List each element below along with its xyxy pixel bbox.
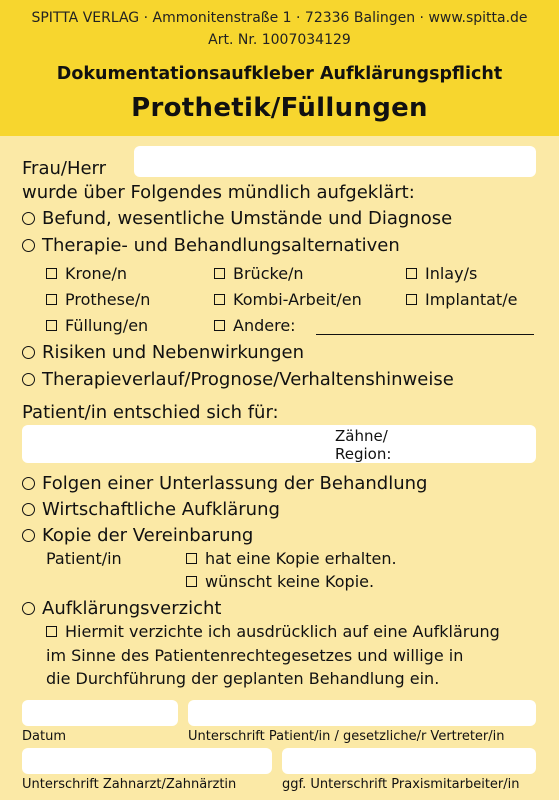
dentist-signature-field[interactable] [22,748,272,774]
checkbox-waiver[interactable]: Hiermit verzichte ich ausdrücklich auf eine Aufklärung [46,622,500,641]
waiver-text-line2: im Sinne des Patientenrechtegesetzes und willige in [46,646,464,665]
option-economic[interactable]: Wirtschaftliche Aufklärung [22,499,280,520]
option-alternatives[interactable]: Therapie- und Behandlungsalternativen [22,235,400,256]
checkbox-icon[interactable] [46,320,57,331]
checkbox-copy-declined[interactable]: wünscht keine Kopie. [186,572,374,591]
checkbox-icon[interactable] [186,553,197,564]
checkbox-icon[interactable] [406,268,417,279]
date-label: Datum [22,729,66,744]
radio-icon[interactable] [22,477,35,490]
radio-icon[interactable] [22,239,35,252]
publisher-line: SPITTA VERLAG · Ammonitenstraße 1 · 72336 Balingen · www.spitta.de [31,10,528,26]
patient-name-field[interactable] [134,146,536,177]
checkbox-icon[interactable] [46,626,57,637]
patient-signature-field[interactable] [188,700,536,726]
checkbox-crown[interactable]: Krone/n [46,264,127,283]
radio-icon[interactable] [22,346,35,359]
region-label: Region: [335,445,392,463]
radio-icon[interactable] [22,212,35,225]
decision-field[interactable] [22,425,536,463]
option-findings[interactable]: Befund, wesentliche Umstände und Diagnose [22,208,452,229]
checkbox-icon[interactable] [214,320,225,331]
staff-signature-field[interactable] [282,748,536,774]
document-title: Dokumentationsaufkleber Aufklärungspflicht [56,64,503,84]
checkbox-implant[interactable]: Implantat/e [406,290,517,309]
radio-icon[interactable] [22,602,35,615]
radio-icon[interactable] [22,503,35,516]
checkbox-icon[interactable] [406,294,417,305]
checkbox-copy-received[interactable]: hat eine Kopie erhalten. [186,549,397,568]
option-prognosis[interactable]: Therapieverlauf/Prognose/Verhaltenshinweise [22,369,454,390]
checkbox-bridge[interactable]: Brücke/n [214,264,304,283]
decision-label: Patient/in entschied sich für: [22,402,279,423]
copy-patient-label: Patient/in [46,549,122,568]
checkbox-filling[interactable]: Füllung/en [46,316,148,335]
checkbox-icon[interactable] [46,294,57,305]
article-number: Art. Nr. 1007034129 [208,32,351,48]
patient-signature-label: Unterschrift Patient/in / gesetzliche/r Vertreter/in [188,729,505,744]
checkbox-icon[interactable] [186,576,197,587]
date-field[interactable] [22,700,178,726]
option-omission[interactable]: Folgen einer Unterlassung der Behandlung [22,473,427,494]
teeth-label: Zähne/ [335,427,388,445]
checkbox-prosthesis[interactable]: Prothese/n [46,290,150,309]
option-risks[interactable]: Risiken und Nebenwirkungen [22,342,304,363]
checkbox-icon[interactable] [214,268,225,279]
checkbox-combi[interactable]: Kombi-Arbeit/en [214,290,362,309]
option-waiver[interactable]: Aufklärungsverzicht [22,598,221,619]
option-copy[interactable]: Kopie der Vereinbarung [22,525,253,546]
waiver-text-line3: die Durchführung der geplanten Behandlung ein. [46,669,440,688]
intro-text: wurde über Folgendes mündlich aufgeklärt: [22,182,415,203]
checkbox-icon[interactable] [214,294,225,305]
checkbox-inlay[interactable]: Inlay/s [406,264,477,283]
other-input-line[interactable] [316,334,534,335]
name-label: Frau/Herr [22,158,107,179]
document-subtitle: Prothetik/Füllungen [131,93,428,123]
radio-icon[interactable] [22,373,35,386]
checkbox-icon[interactable] [46,268,57,279]
checkbox-other[interactable]: Andere: [214,316,296,335]
staff-signature-label: ggf. Unterschrift Praxismitarbeiter/in [282,777,520,792]
dentist-signature-label: Unterschrift Zahnarzt/Zahnärztin [22,777,237,792]
header-band [0,0,559,136]
radio-icon[interactable] [22,529,35,542]
